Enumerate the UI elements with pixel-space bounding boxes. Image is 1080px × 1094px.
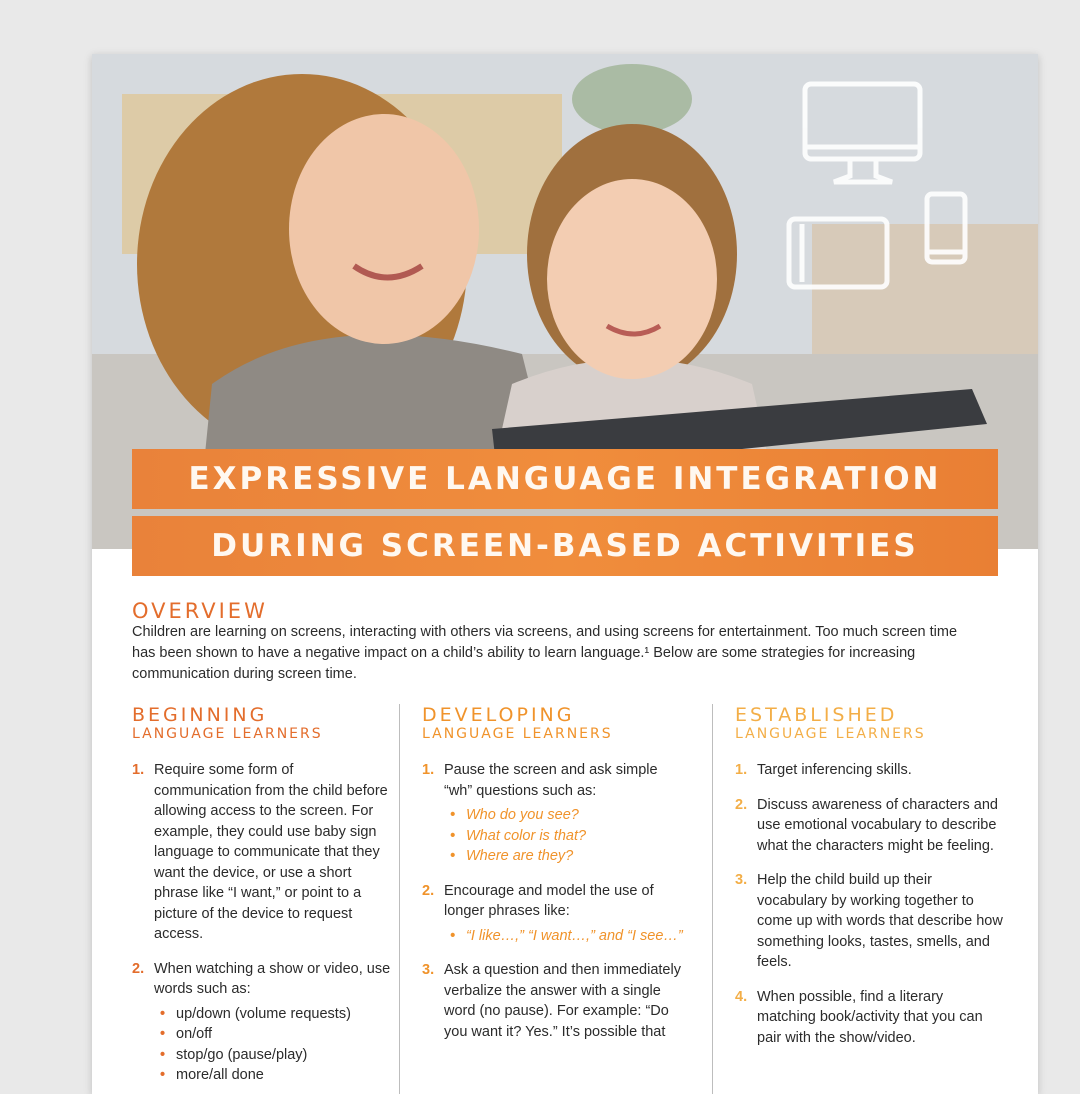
- item-text: Discuss awareness of characters and use emotional vocabulary to describe what the characters might be feeling.: [757, 796, 998, 854]
- list-item: [735, 795, 1005, 857]
- overview-text: Children are learning on screens, interacting with others via screens, and using screens for entertainment. Too much screen time has been shown to have a negative impact on a child’s ability to learn language.¹ Below are some strategies for increasing communication during screen time.: [132, 624, 958, 682]
- developing-heading: DEVELOPING: [422, 704, 575, 726]
- bullet-item: • on/off: [160, 1026, 213, 1042]
- overview-heading: OVERVIEW: [132, 599, 268, 623]
- plant: [572, 64, 692, 134]
- item-number: 4.: [735, 988, 748, 1005]
- handout-page: [92, 54, 1038, 1094]
- bullet-item: • Where are they?: [450, 848, 574, 864]
- list-item: [735, 870, 1005, 973]
- column-divider: [399, 704, 400, 1094]
- item-text: Pause the screen and ask simple “wh” questions such as:: [444, 762, 658, 799]
- title-banner-line1: [132, 449, 998, 509]
- list-item: [132, 760, 394, 945]
- item-number: 1.: [422, 762, 435, 778]
- item-number: 2.: [422, 882, 435, 899]
- girl1-face: [289, 114, 479, 344]
- developing-subheading: LANGUAGE LEARNERS: [422, 726, 613, 742]
- developing-column: [422, 704, 687, 1056]
- item-text: Encourage and model the use of longer phrases like:: [444, 882, 654, 919]
- item-text: When possible, find a literary matching book/activity that you can pair with the show/video.: [757, 988, 983, 1046]
- bullet-item: • up/down (volume requests): [160, 1005, 351, 1022]
- girl2-face: [547, 179, 717, 379]
- list-item: [422, 881, 687, 947]
- beginning-heading: BEGINNING: [132, 704, 268, 726]
- established-subheading: LANGUAGE LEARNERS: [735, 726, 926, 742]
- title-banner-line2: [132, 516, 998, 576]
- item-text: Help the child build up their vocabulary by working together to come up with words that describe how something looks, tastes, smells, and feels.: [757, 872, 1003, 970]
- bullet-item: • more/all done: [160, 1067, 264, 1083]
- item-number: 3.: [735, 872, 748, 888]
- list-item: [735, 987, 1005, 1049]
- bullet-item: • “I like…,” “I want…,” and “I see…”: [450, 927, 683, 944]
- beginning-column: [132, 704, 394, 1094]
- list-item: [422, 760, 687, 867]
- item-number: 3.: [422, 962, 435, 978]
- item-number: 1.: [735, 762, 748, 778]
- established-heading: ESTABLISHED: [735, 704, 898, 726]
- established-column: [735, 704, 1005, 1062]
- item-text: Target inferencing skills.: [757, 762, 912, 778]
- item-number: 1.: [132, 762, 145, 778]
- beginning-subheading: LANGUAGE LEARNERS: [132, 726, 323, 742]
- list-item: [422, 960, 687, 1042]
- bullet-item: • What color is that?: [450, 827, 587, 844]
- bullet-item: • Who do you see?: [450, 807, 579, 823]
- bullet-item: • stop/go (pause/play): [160, 1046, 308, 1063]
- list-item: [132, 959, 394, 1086]
- title-line2: DURING SCREEN-BASED ACTIVITIES: [211, 528, 919, 564]
- item-number: 2.: [132, 960, 145, 977]
- item-text: Ask a question and then immediately verbalize the answer with a single word (no pause). For example: “Do you want it? Yes.” It’s possible that: [444, 962, 681, 1040]
- list-item: [735, 760, 1005, 781]
- item-text: Require some form of communication from the child before allowing access to the screen. For example, they could use baby sign language to communicate that they want the device, or use a short phrase like “I want,” or point to a picture of the device to request access.: [154, 762, 388, 942]
- item-number: 2.: [735, 796, 748, 813]
- item-text: When watching a show or video, use words such as:: [154, 960, 391, 997]
- title-line1: EXPRESSIVE LANGUAGE INTEGRATION: [188, 461, 942, 497]
- column-divider: [712, 704, 713, 1094]
